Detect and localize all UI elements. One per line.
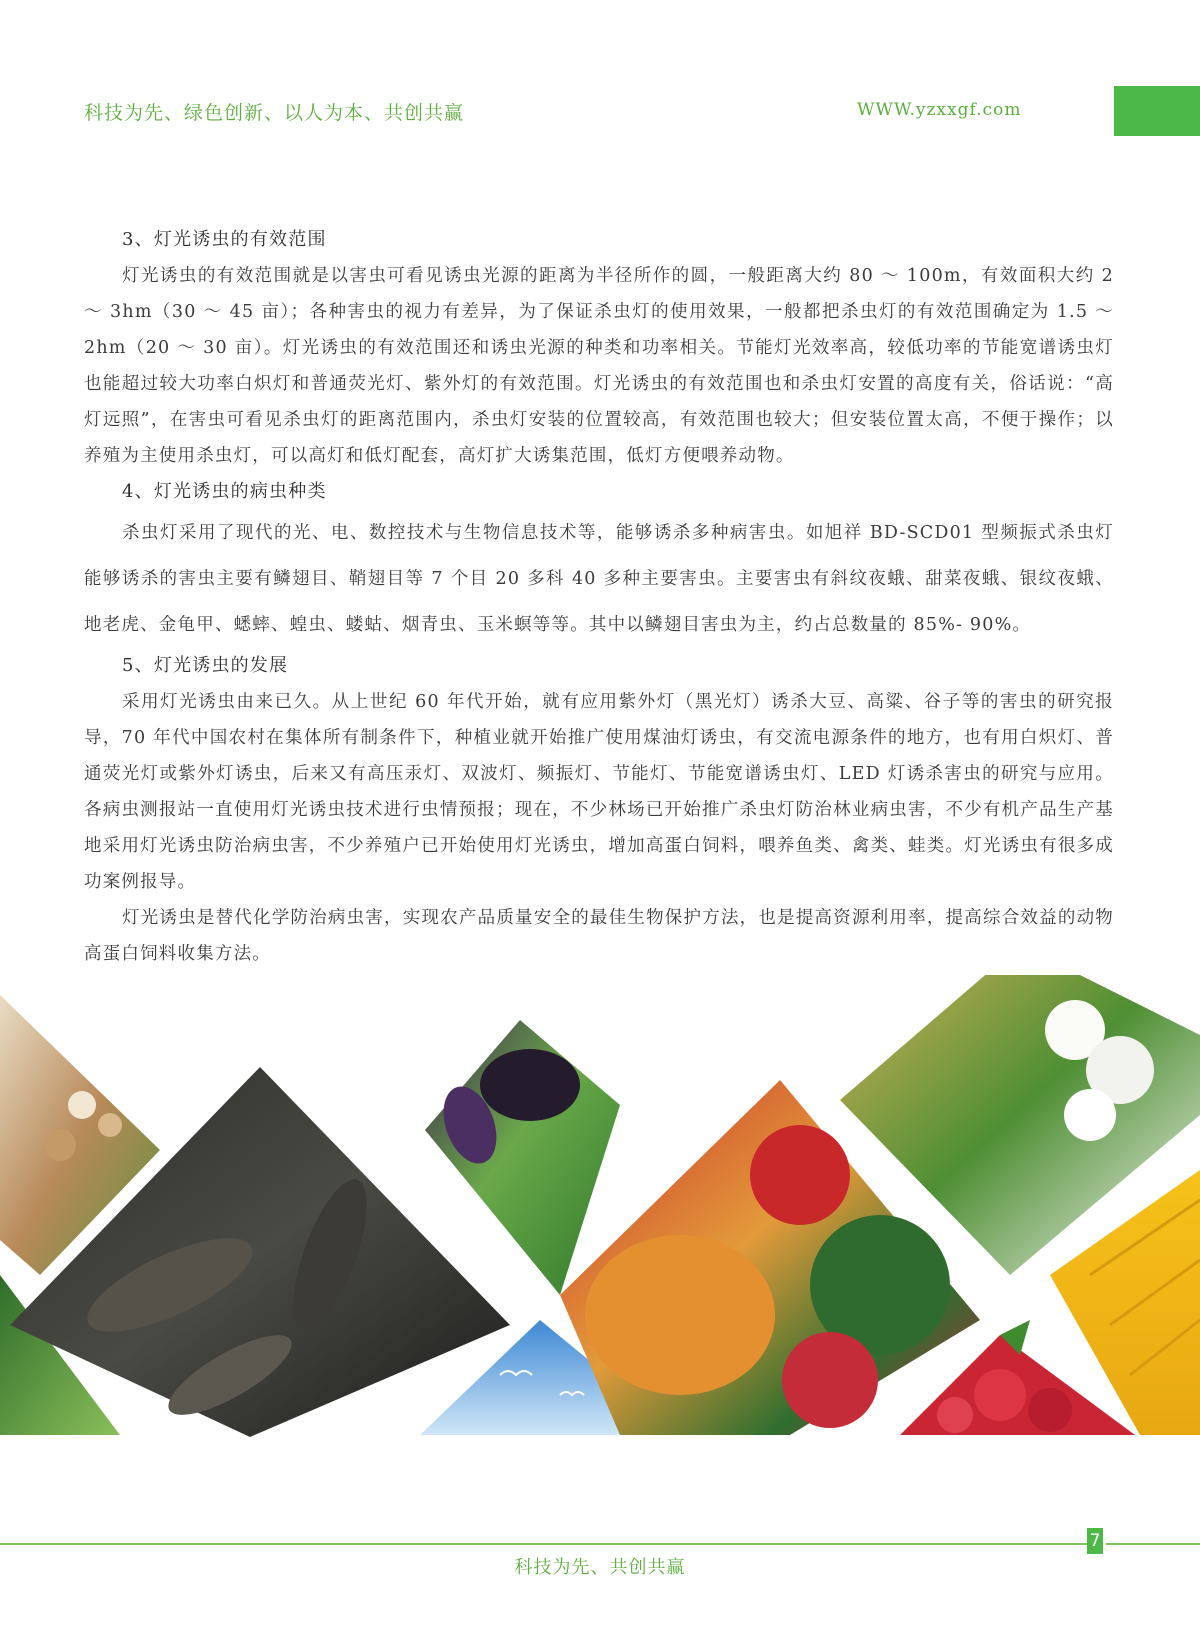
section-heading-4: 4、灯光诱虫的病虫种类 xyxy=(122,481,327,502)
section-3-paragraph: 灯光诱虫的有效范围就是以害虫可看见诱虫光源的距离为半径所作的圆，一般距离大约 80 ～ 100m，有效面积大约 2 ～ 3hm（30 ～ 45 亩）；各种害虫的视力有差异，为了保证杀虫灯的使用效果，一般都把杀虫灯的有效范围确定为 1.5 ～ 2hm（20 ～ 30 亩）。灯光诱虫的有效范围还和诱虫光源的种类和功率相关。节能灯光效率高，较低功率的节能宽谱诱虫灯也能超过较大功率白炽灯和普通荧光灯、紫外灯的有效范围。灯光诱虫的有效范围也和杀虫灯安置的高度有关，俗话说：“高灯远照”，在害虫可看见杀虫灯的距离范围内，杀虫灯安装的位置较高，有效范围也较大；但安装位置太高，不便于操作；以养殖为主使用杀虫灯，可以高灯和低灯配套，高灯扩大诱集范围，低灯方便喂养动物。 xyxy=(84,266,1114,466)
footer-rule xyxy=(0,1543,1090,1545)
header-slogan: 科技为先、绿色创新、以人为本、共创共赢 xyxy=(84,102,465,124)
footer-rule-right xyxy=(1106,1543,1200,1545)
section-5-paragraph-1: 采用灯光诱虫由来已久。从上世纪 60 年代开始，就有应用紫外灯（黑光灯）诱杀大豆、高粱、谷子等的害虫的研究报导，70 年代中国农村在集体所有制条件下，种植业就开始推广使用煤油灯诱虫，有交流电源条件的地方，也有用白炽灯、普通荧光灯或紫外灯诱虫，后来又有高压汞灯、双波灯、频振灯、节能灯、节能宽谱诱虫灯、LED 灯诱杀害虫的研究与应用。各病虫测报站一直使用灯光诱虫技术进行虫情预报；现在，不少林场已开始推广杀虫灯防治林业病虫害，不少有机产品生产基地采用灯光诱虫防治病虫害，不少养殖户已开始使用灯光诱虫，增加高蛋白饲料，喂养鱼类、禽类、蛙类。灯光诱虫有很多成功案例报导。 xyxy=(84,692,1114,892)
section-4-paragraph: 杀虫灯采用了现代的光、电、数控技术与生物信息技术等，能够诱杀多种病害虫。如旭祥 BD-SCD01 型频振式杀虫灯能够诱杀的害虫主要有鳞翅目、鞘翅目等 7 个目 20 多科 40 多种主要害虫。主要害虫有斜纹夜蛾、甜菜夜蛾、银纹夜蛾、地老虎、金龟甲、蟋蟀、蝗虫、蝼蛄、烟青虫、玉米螟等等。其中以鳞翅目害虫为主，约占总数量的 85%- 90%。 xyxy=(84,523,1114,635)
header-website-url[interactable]: WWW.yzxxgf.com xyxy=(857,100,1022,120)
section-heading-3: 3、灯光诱虫的有效范围 xyxy=(122,229,327,250)
article-body xyxy=(84,222,1114,972)
section-heading-5: 5、灯光诱虫的发展 xyxy=(122,655,289,676)
page-number: 7 xyxy=(1087,1528,1103,1554)
header-green-block xyxy=(1114,86,1200,136)
agriculture-photo-collage xyxy=(0,975,1200,1510)
footer-slogan: 科技为先、共创共赢 xyxy=(514,1557,686,1578)
section-5-paragraph-2: 灯光诱虫是替代化学防治病虫害，实现农产品质量安全的最佳生物保护方法，也是提高资源利用率，提高综合效益的动物高蛋白饲料收集方法。 xyxy=(84,908,1114,964)
